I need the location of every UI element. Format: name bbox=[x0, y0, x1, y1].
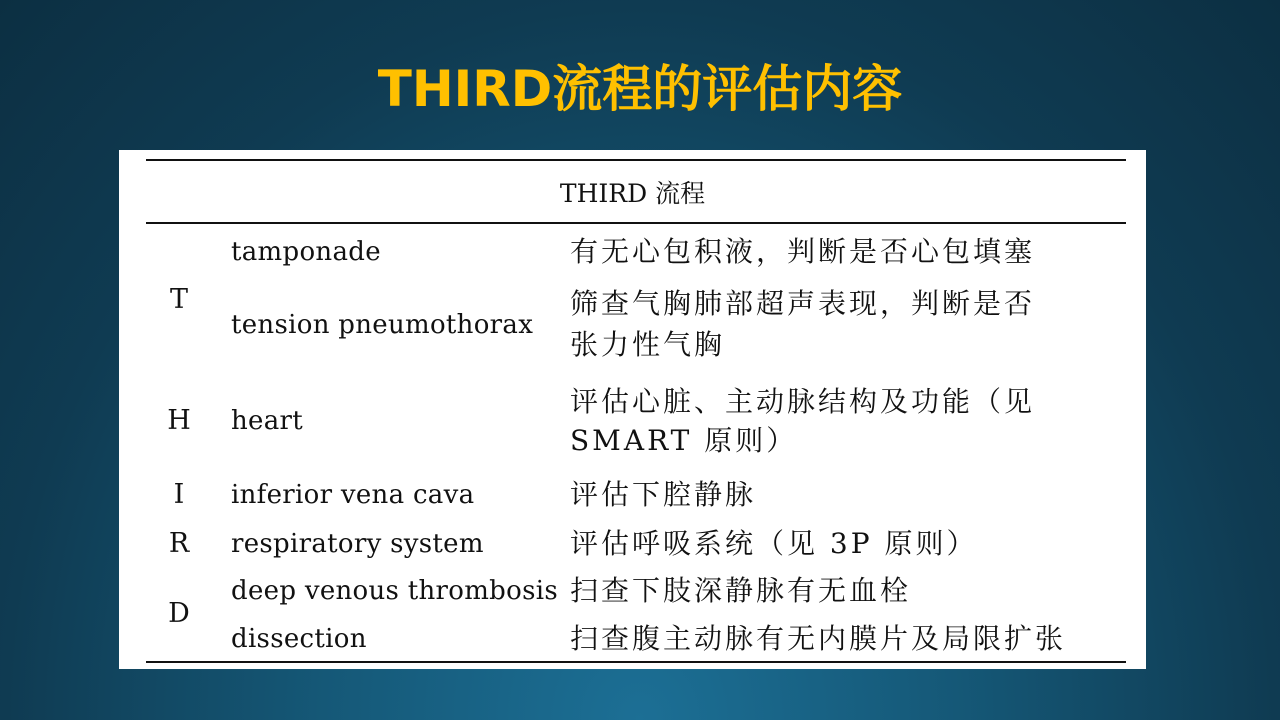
row-chinese-heart-line1: 评估心脏、主动脉结构及功能（见 bbox=[570, 385, 1036, 418]
row-chinese-deep-venous-thrombosis: 扫查下肢深静脉有无血栓 bbox=[570, 574, 912, 607]
letter-t: T bbox=[169, 284, 188, 315]
row-english-respiratory-system: respiratory system bbox=[231, 529, 484, 559]
row-chinese-dissection: 扫查腹主动脉有无内膜片及局限扩张 bbox=[570, 622, 1067, 655]
row-english-inferior-vena-cava: inferior vena cava bbox=[231, 480, 475, 510]
row-english-tamponade: tamponade bbox=[231, 237, 381, 267]
row-english-tension-pneumothorax: tension pneumothorax bbox=[231, 310, 534, 340]
row-chinese-tension-pneumothorax-line2: 张力性气胸 bbox=[570, 328, 726, 361]
row-english-deep-venous-thrombosis: deep venous thrombosis bbox=[231, 576, 558, 606]
row-chinese-heart-line2: SMART 原则） bbox=[570, 424, 798, 457]
third-protocol-table bbox=[119, 150, 1146, 669]
row-chinese-inferior-vena-cava: 评估下腔静脉 bbox=[570, 478, 757, 511]
row-english-heart: heart bbox=[231, 406, 304, 436]
letter-r: R bbox=[168, 528, 190, 559]
letter-d: D bbox=[168, 598, 190, 629]
row-chinese-tension-pneumothorax-line1: 筛查气胸肺部超声表现，判断是否 bbox=[570, 287, 1036, 320]
table-header: THIRD 流程 bbox=[559, 179, 706, 208]
row-english-dissection: dissection bbox=[231, 624, 367, 654]
letter-h: H bbox=[167, 405, 191, 436]
table-top-rule bbox=[146, 159, 1126, 161]
table-bottom-rule bbox=[146, 661, 1126, 663]
letter-i: I bbox=[173, 479, 185, 510]
table-header-rule bbox=[146, 222, 1126, 224]
slide-title: THIRD流程的评估内容 bbox=[377, 60, 903, 118]
row-chinese-respiratory-system: 评估呼吸系统（见 3P 原则） bbox=[570, 527, 978, 560]
row-chinese-tamponade: 有无心包积液，判断是否心包填塞 bbox=[570, 235, 1036, 268]
